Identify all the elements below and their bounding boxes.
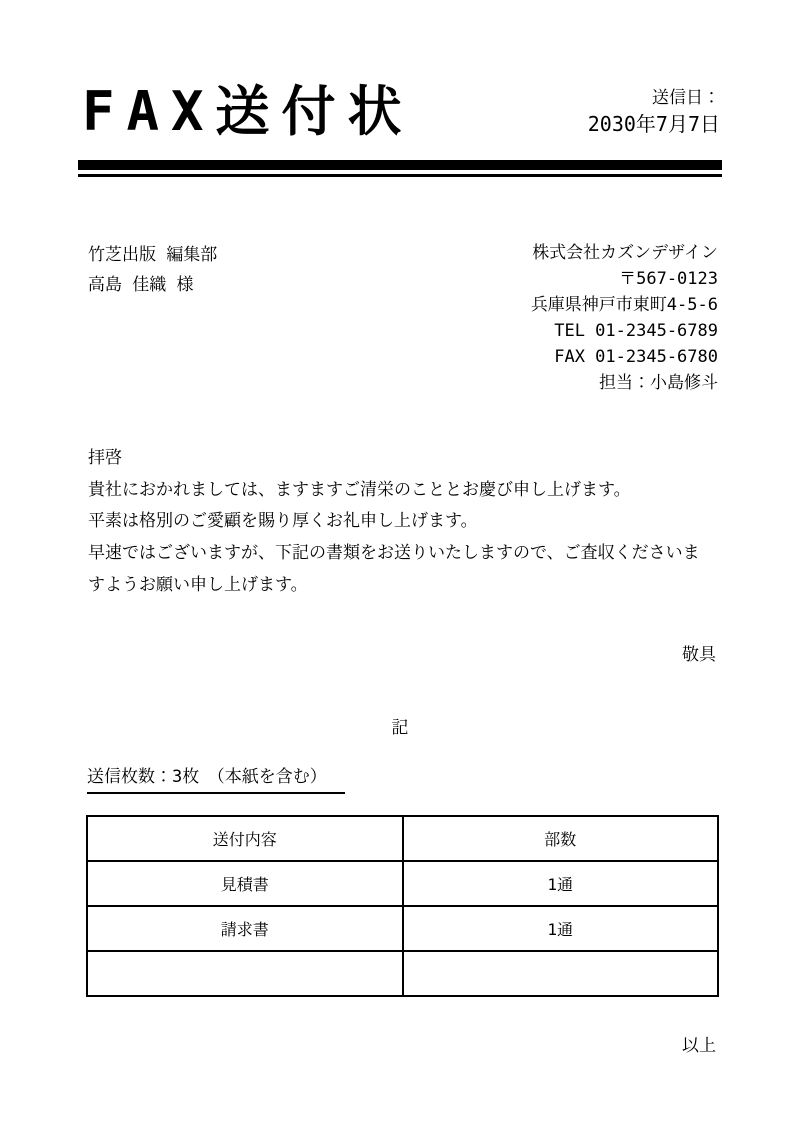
closing-word: 敬具	[682, 645, 716, 665]
sender-tel: TEL 01-2345-6789	[554, 321, 718, 341]
sender-block	[531, 240, 718, 396]
table-header-content: 送付内容	[87, 816, 403, 861]
sender-contact: 担当：小島修斗	[599, 373, 718, 393]
table-cell-document: 見積書	[87, 861, 403, 906]
header-rule-thin	[78, 174, 722, 177]
table-header-count: 部数	[403, 816, 719, 861]
table-cell-count	[403, 951, 719, 996]
header-rule-thick	[78, 160, 722, 170]
send-date-block	[588, 80, 720, 138]
body-line: 早速ではございますが、下記の書類をお送りいたしますので、ご査収くださいま	[88, 543, 700, 564]
salutation: 拝啓	[88, 448, 122, 468]
table-cell-count: 1通	[403, 906, 719, 951]
header	[82, 80, 720, 144]
send-date-label: 送信日：	[652, 88, 720, 108]
table-cell-document: 請求書	[87, 906, 403, 951]
page-title: FAX送付状	[82, 80, 414, 143]
recipient-person: 高島 佳織 様	[88, 275, 194, 295]
sender-address: 兵庫県神戸市東町4-5-6	[530, 295, 718, 315]
body-line: すようお願い申し上げます。	[88, 574, 308, 595]
body-line: 貴社におかれましては、ますますご清栄のこととお慶び申し上げます。	[88, 479, 631, 500]
table-cell-count: 1通	[403, 861, 719, 906]
sender-company: 株式会社カズンデザイン	[532, 243, 718, 263]
end-marker: 以上	[682, 1036, 716, 1056]
table-row	[87, 861, 718, 906]
record-marker: 記	[391, 718, 409, 738]
sender-postal-code: 〒567-0123	[619, 269, 718, 289]
table-row	[87, 951, 718, 996]
sender-fax: FAX 01-2345-6780	[554, 347, 718, 367]
pages-count-note	[87, 762, 345, 794]
pages-count-text: 送信枚数：3枚 （本紙を含む）	[87, 762, 345, 794]
address-section	[88, 240, 718, 396]
recipient-block	[88, 240, 217, 300]
table-row	[87, 906, 718, 951]
table-cell-document	[87, 951, 403, 996]
recipient-company: 竹芝出版 編集部	[88, 245, 218, 265]
send-date-value: 2030年7月7日	[587, 112, 720, 136]
documents-table	[86, 815, 719, 997]
body-line: 平素は格別のご愛顧を賜り厚くお礼申し上げます。	[88, 511, 478, 532]
table-header-row	[87, 816, 718, 861]
letter-body	[88, 443, 720, 602]
